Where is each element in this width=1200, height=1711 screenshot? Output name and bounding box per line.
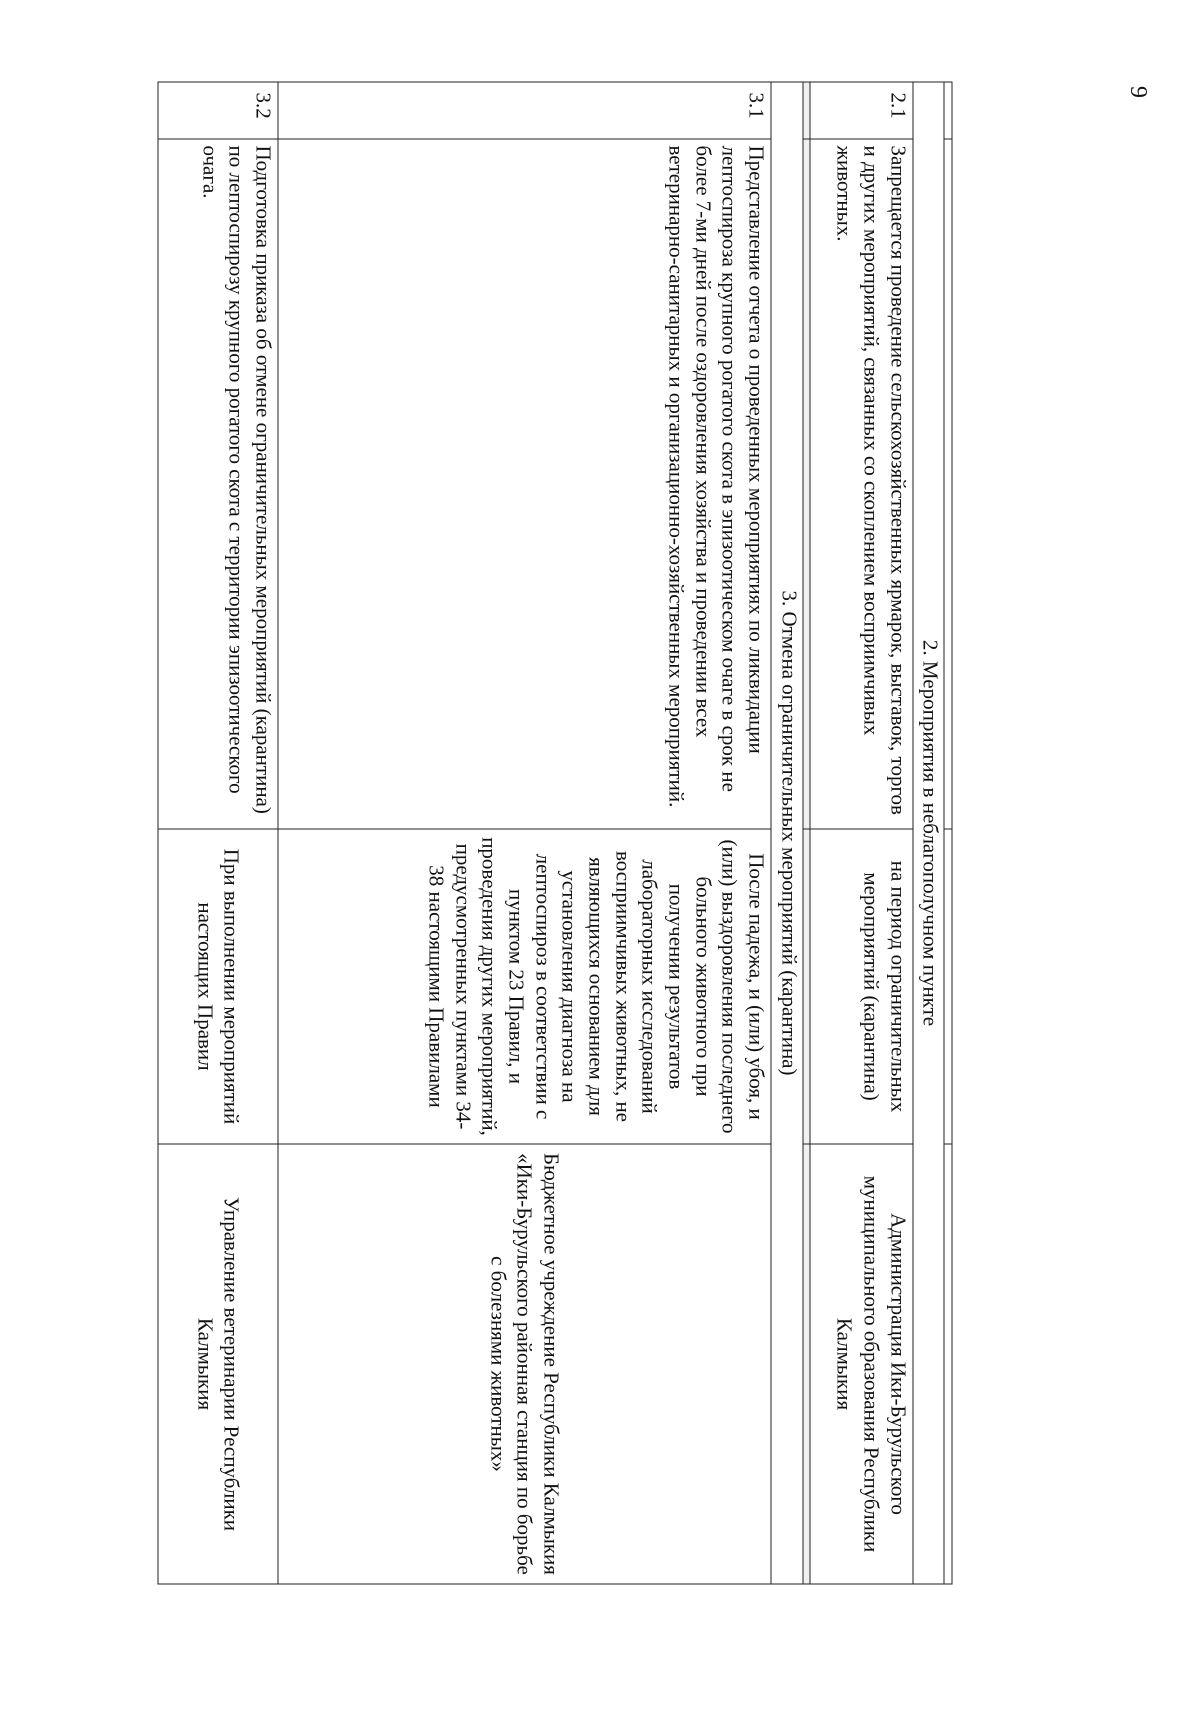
responsible-cell: Управление ветеринарии Республики Калмыкия <box>158 1144 278 1584</box>
measure-cell: Представление отчета о проведенных мероприятиях по ликвидации лептоспироза крупного рогатого скота в эпизоотическом очаге в срок не более 7-ми дней после оздоровления хозяйства и проведении всех ветеринарно-санитарных и организационно-хозяйственных мероприятий. <box>278 139 771 829</box>
table-row <box>158 82 278 1584</box>
term-cell: на период ограничительных мероприятий (карантина) <box>810 829 913 1144</box>
responsible-cell: Администрация Ики-Бурульского муниципального образования Республики Калмыкия <box>810 1144 913 1584</box>
measures-table <box>158 82 953 1585</box>
table-top-spacer <box>944 82 952 1584</box>
section-spacer <box>803 82 811 1584</box>
term-cell: При выполнении мероприятий настоящих Правил <box>158 829 278 1144</box>
section-title: 3. Отмена ограничительных мероприятий (карантина) <box>771 82 803 1584</box>
responsible-cell: Бюджетное учреждение Республики Калмыкия «Ики-Бурульского районная станция по борьбе с болезнями животных» <box>278 1144 771 1584</box>
table-row <box>278 82 771 1584</box>
table-row <box>810 82 913 1584</box>
section-header-row <box>913 82 945 1584</box>
section-header-row <box>771 82 803 1584</box>
rotated-table-container <box>158 82 953 1584</box>
measure-cell: Запрещается проведение сельскохозяйственных ярмарок, выставок, торгов и других мероприятий, связанных со скоплением восприимчивых животных. <box>810 139 913 829</box>
row-number: 3.2 <box>158 82 278 139</box>
row-number: 2.1 <box>810 82 913 139</box>
term-cell: После падежа, и (или) убоя, и (или) выздоровления последнего больного животного при получении результатов лабораторных исследований восприимчивых животных, не являющихся основанием для установления диагноза на лептоспироз в соответствии с пунктом 23 Правил, и проведения других мероприятий, предусмотренных пунктами 34-38 настоящими Правилами <box>278 829 771 1144</box>
row-number: 3.1 <box>278 82 771 139</box>
section-title: 2. Мероприятия в неблагополучном пункте <box>913 82 945 1584</box>
page-number: 9 <box>1125 86 1151 98</box>
measure-cell: Подготовка приказа об отмене ограничительных мероприятий (карантина) по лептоспирозу крупного рогатого скота с территории эпизоотического очага. <box>158 139 278 829</box>
